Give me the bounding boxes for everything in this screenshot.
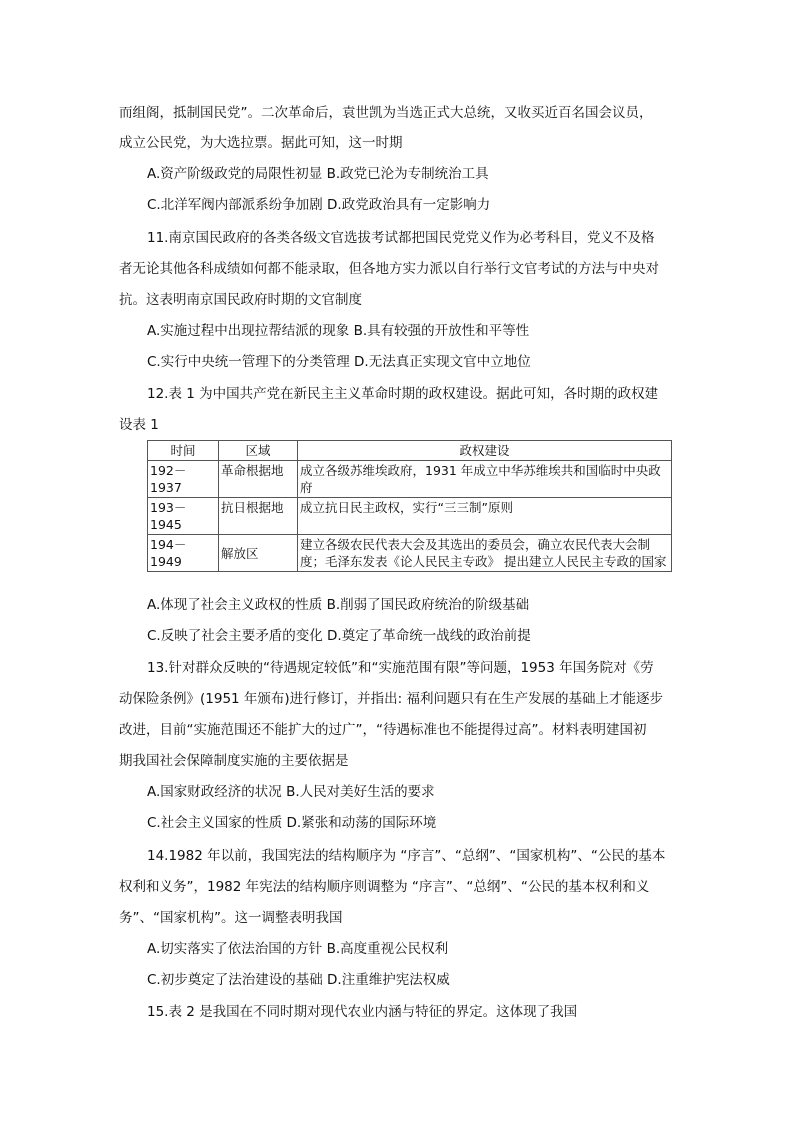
table-header-time: 时间 — [148, 441, 219, 461]
q11-line-2: 者无论其他各科成绩如何都不能录取，但各地方实力派以自行举行文官考试的方法与中央对 — [119, 261, 659, 277]
table-cell-content: 成立各级苏维埃政府，1931 年成立中华苏维埃共和国临时中央政府 — [298, 461, 672, 498]
table-cell-time: 192－1937 — [148, 461, 219, 498]
q13-option-ab: A.国家财政经济的状况 B.人民对美好生活的要求 — [147, 784, 435, 800]
table-header-area: 区域 — [219, 441, 298, 461]
table-cell-time: 193－1945 — [148, 498, 219, 535]
intro-line-2: 成立公民党，为大选拉票。据此可知，这一时期 — [119, 135, 403, 151]
table-header-content: 政权建设 — [298, 441, 672, 461]
table-row — [148, 461, 672, 498]
q13-option-cd: C.社会主义国家的性质 D.紧张和动荡的国际环境 — [147, 815, 437, 831]
q14-line-3: 务”、“国家机构”。这一调整表明我国 — [119, 910, 343, 926]
q14-line-2: 权利和义务”，1982 年宪法的结构顺序则调整为 “序言”、“总纲”、“公民的基本权利和义 — [119, 879, 650, 895]
q14-option-cd: C.初步奠定了法治建设的基础 D.注重维护宪法权威 — [147, 972, 450, 988]
q12-option-cd: C.反映了社会主要矛盾的变化 D.奠定了革命统一战线的政治前提 — [147, 628, 531, 644]
table-row — [148, 498, 672, 535]
q14-line-1: 14.1982 年以前，我国宪法的结构顺序为 “序言”、“总纲”、“国家机构”、“公民的基本 — [147, 848, 666, 864]
q15-line-1: 15.表 2 是我国在不同时期对现代农业内涵与特征的界定。这体现了我国 — [147, 1004, 578, 1020]
q10-option-cd: C.北洋军阀内部派系纷争加剧 D.政党政治具有一定影响力 — [147, 197, 491, 213]
table-row — [148, 535, 672, 572]
q11-option-ab: A.实施过程中出现拉帮结派的现象 B.具有较强的开放性和平等性 — [147, 323, 530, 339]
q10-option-ab: A.资产阶级政党的局限性初显 B.政党已沦为专制统治工具 — [147, 166, 489, 182]
table-cell-area: 解放区 — [219, 535, 298, 572]
q11-option-cd: C.实行中央统一管理下的分类管理 D.无法真正实现文官中立地位 — [147, 354, 531, 370]
table-cell-content: 成立抗日民主政权，实行“三三制”原则 — [298, 498, 672, 535]
q12-line-1: 12.表 1 为中国共产党在新民主主义革命时期的政权建设。据此可知，各时期的政权建 — [147, 386, 659, 402]
intro-line-1: 而组阁，抵制国民党”。二次革命后，袁世凯为当选正式大总统，又收买近百名国会议员， — [119, 105, 653, 121]
table-cell-area: 抗日根据地 — [219, 498, 298, 535]
q13-line-2: 动保险条例》(1951 年颁布)进行修订，并指出: 福利问题只有在生产发展的基础上才能逐步 — [119, 691, 664, 707]
table-cell-area: 革命根据地 — [219, 461, 298, 498]
q13-line-4: 期我国社会保障制度实施的主要依据是 — [119, 753, 349, 769]
q14-option-ab: A.切实落实了依法治国的方针 B.高度重视公民权利 — [147, 941, 449, 957]
q11-line-3: 抗。这表明南京国民政府时期的文官制度 — [119, 292, 362, 308]
table-cell-time: 194－1949 — [148, 535, 219, 572]
table-cell-content: 建立各级农民代表大会及其选出的委员会，确立农民代表大会制度；毛泽东发表《论人民民主专政》 提出建立人民民主专政的国家 — [298, 535, 672, 572]
table-header-row — [148, 441, 672, 461]
q12-option-ab: A.体现了社会主义政权的性质 B.削弱了国民政府统治的阶级基础 — [147, 597, 530, 613]
q13-line-1: 13.针对群众反映的“待遇规定较低”和“实施范围有限”等问题，1953 年国务院对《劳 — [147, 660, 654, 676]
q11-line-1: 11.南京国民政府的各类各级文官选拔考试都把国民党党义作为必考科目，党义不及格 — [147, 230, 655, 246]
q13-line-3: 改进，目前“实施范围还不能扩大的过广”，“待遇标准也不能提得过高”。材料表明建国初 — [119, 722, 647, 738]
table-1 — [147, 440, 672, 572]
q12-line-2: 设表 1 — [119, 417, 159, 433]
